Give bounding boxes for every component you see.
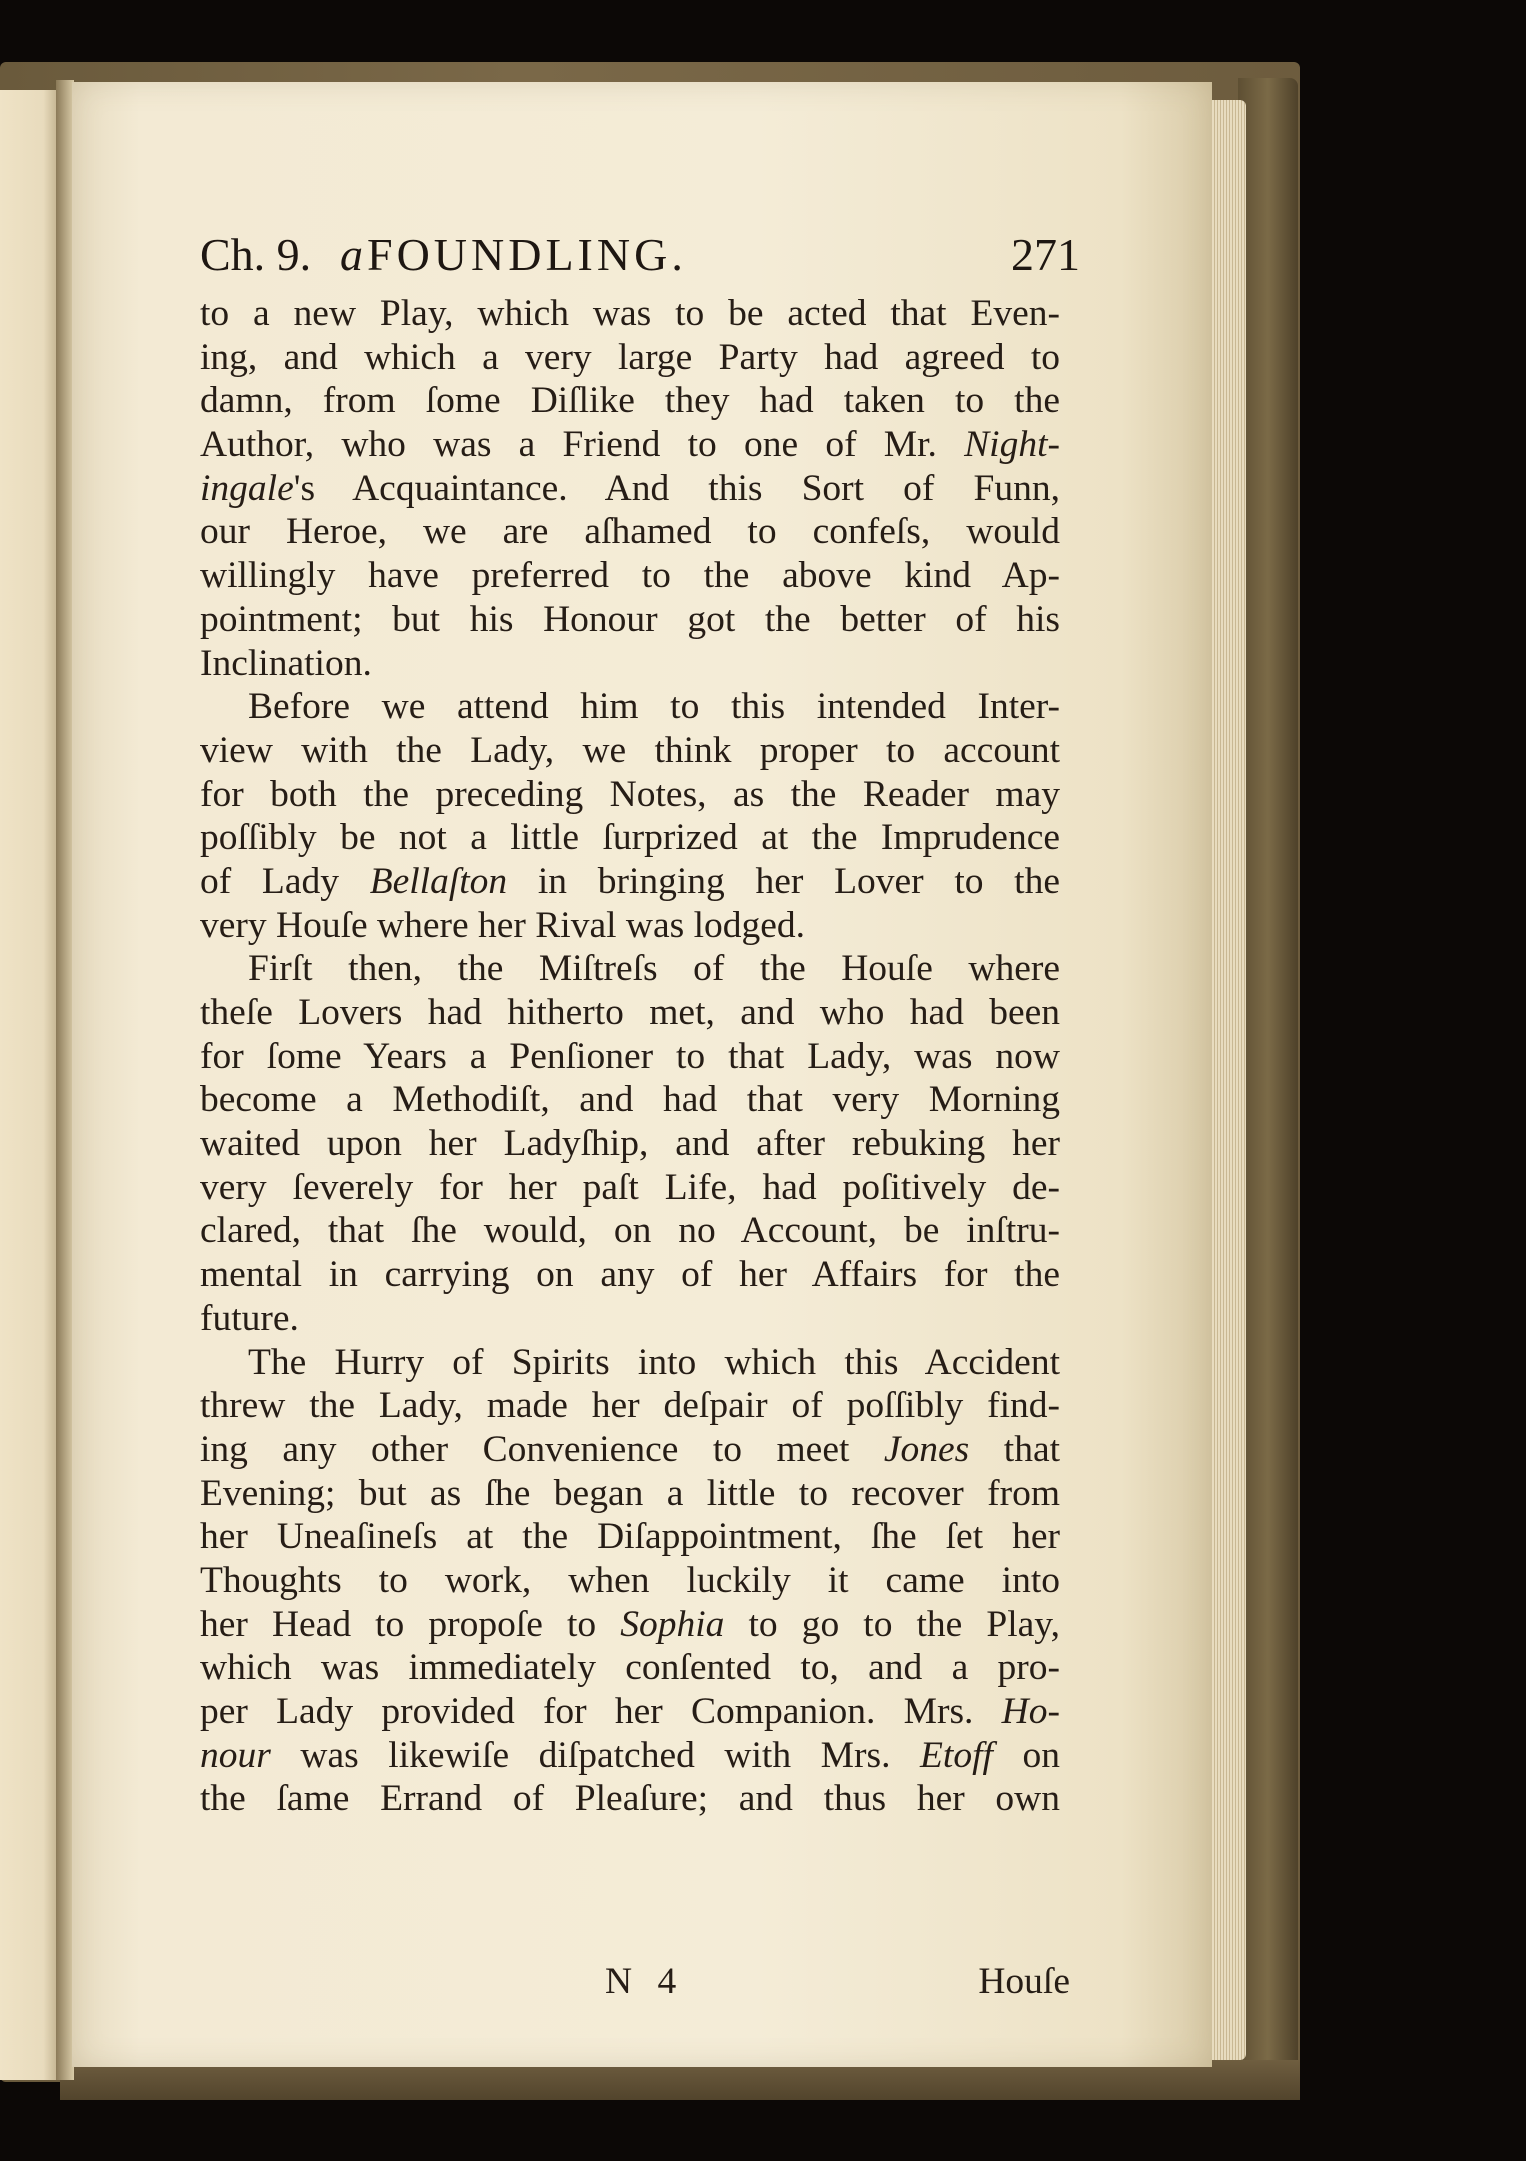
previous-page-strip: [0, 90, 64, 2080]
text-line: Evening; but as ſhe began a little to recover from: [200, 1472, 1060, 1514]
running-title-word: FOUNDLING.: [367, 229, 687, 280]
text-line: pointment; but his Honour got the better of his: [200, 598, 1060, 640]
text-line: for ſome Years a Penſioner to that Lady, was now: [200, 1035, 1060, 1077]
signature-mark: N 4: [605, 1961, 685, 2002]
text-line: clared, that ſhe would, on no Account, be inſtru-: [200, 1210, 1060, 1252]
text-line: her Uneaſineſs at the Diſappointment, ſhe ſet her: [200, 1516, 1060, 1558]
text-line: Inclination.: [200, 642, 372, 684]
running-title: [340, 228, 687, 281]
chapter-label: Ch. 9.: [200, 229, 312, 280]
text-line: Thoughts to work, when luckily it came into: [200, 1559, 1060, 1601]
text-line: ingale's Acquaintance. And this Sort of Funn,: [200, 467, 1060, 509]
page-edges: [1206, 100, 1246, 2060]
running-head: [200, 228, 1080, 288]
text-line: her Head to propoſe to Sophia to go to the Play,: [200, 1603, 1061, 1645]
text-line: very ſeverely for her paſt Life, had poſitively de-: [200, 1166, 1060, 1208]
text-line: mental in carrying on any of her Affairs for the: [200, 1254, 1060, 1296]
text-line: for both the preceding Notes, as the Reader may: [200, 773, 1060, 815]
text-line: of Lady Bellaſton in bringing her Lover to the: [200, 860, 1060, 902]
text-line: which was immediately conſented to, and a pro-: [200, 1647, 1060, 1689]
text-line: threw the Lady, made her deſpair of poſſibly find-: [200, 1385, 1060, 1427]
running-title-article: a: [340, 229, 363, 280]
text-line: ing any other Convenience to meet Jones that: [200, 1428, 1061, 1470]
text-line: The Hurry of Spirits into which this Accident: [248, 1341, 1060, 1383]
text-line: nour was likewiſe diſpatched with Mrs. Etoff on: [200, 1734, 1061, 1776]
text-line: waited upon her Ladyſhip, and after rebuking her: [200, 1123, 1060, 1165]
text-line: ing, and which a very large Party had agreed to: [200, 336, 1060, 378]
text-line: our Heroe, we are aſhamed to confeſs, would: [200, 511, 1060, 553]
page-number: 271: [1011, 229, 1080, 280]
text-line: damn, from ſome Diſlike they had taken to the: [200, 380, 1060, 422]
text-line: Author, who was a Friend to one of Mr. Night-: [200, 424, 1060, 466]
text-line: per Lady provided for her Companion. Mrs. Ho-: [200, 1691, 1060, 1732]
text-line: very Houſe where her Rival was lodged.: [200, 904, 806, 946]
body-text: [200, 292, 1060, 1821]
signature-line: [200, 1960, 1070, 2010]
text-line: Firſt then, the Miſtreſs of the Houſe where: [248, 948, 1060, 990]
catchword: Houſe: [978, 1961, 1070, 2002]
text-line: become a Methodiſt, and had that very Morning: [200, 1079, 1060, 1121]
text-line: the ſame Errand of Pleaſure; and thus her own: [200, 1778, 1060, 1820]
text-line: view with the Lady, we think proper to account: [200, 729, 1060, 771]
text-line: future.: [200, 1297, 299, 1339]
text-line: willingly have preferred to the above kind Ap-: [200, 555, 1060, 597]
text-line: Before we attend him to this intended Inter-: [248, 686, 1060, 728]
text-line: to a new Play, which was to be acted that Even-: [200, 293, 1060, 334]
text-line: theſe Lovers had hitherto met, and who had been: [200, 992, 1060, 1033]
text-line: poſſibly be not a little ſurprized at the Imprudence: [200, 817, 1060, 859]
book-cover-edge: [1238, 78, 1298, 2078]
